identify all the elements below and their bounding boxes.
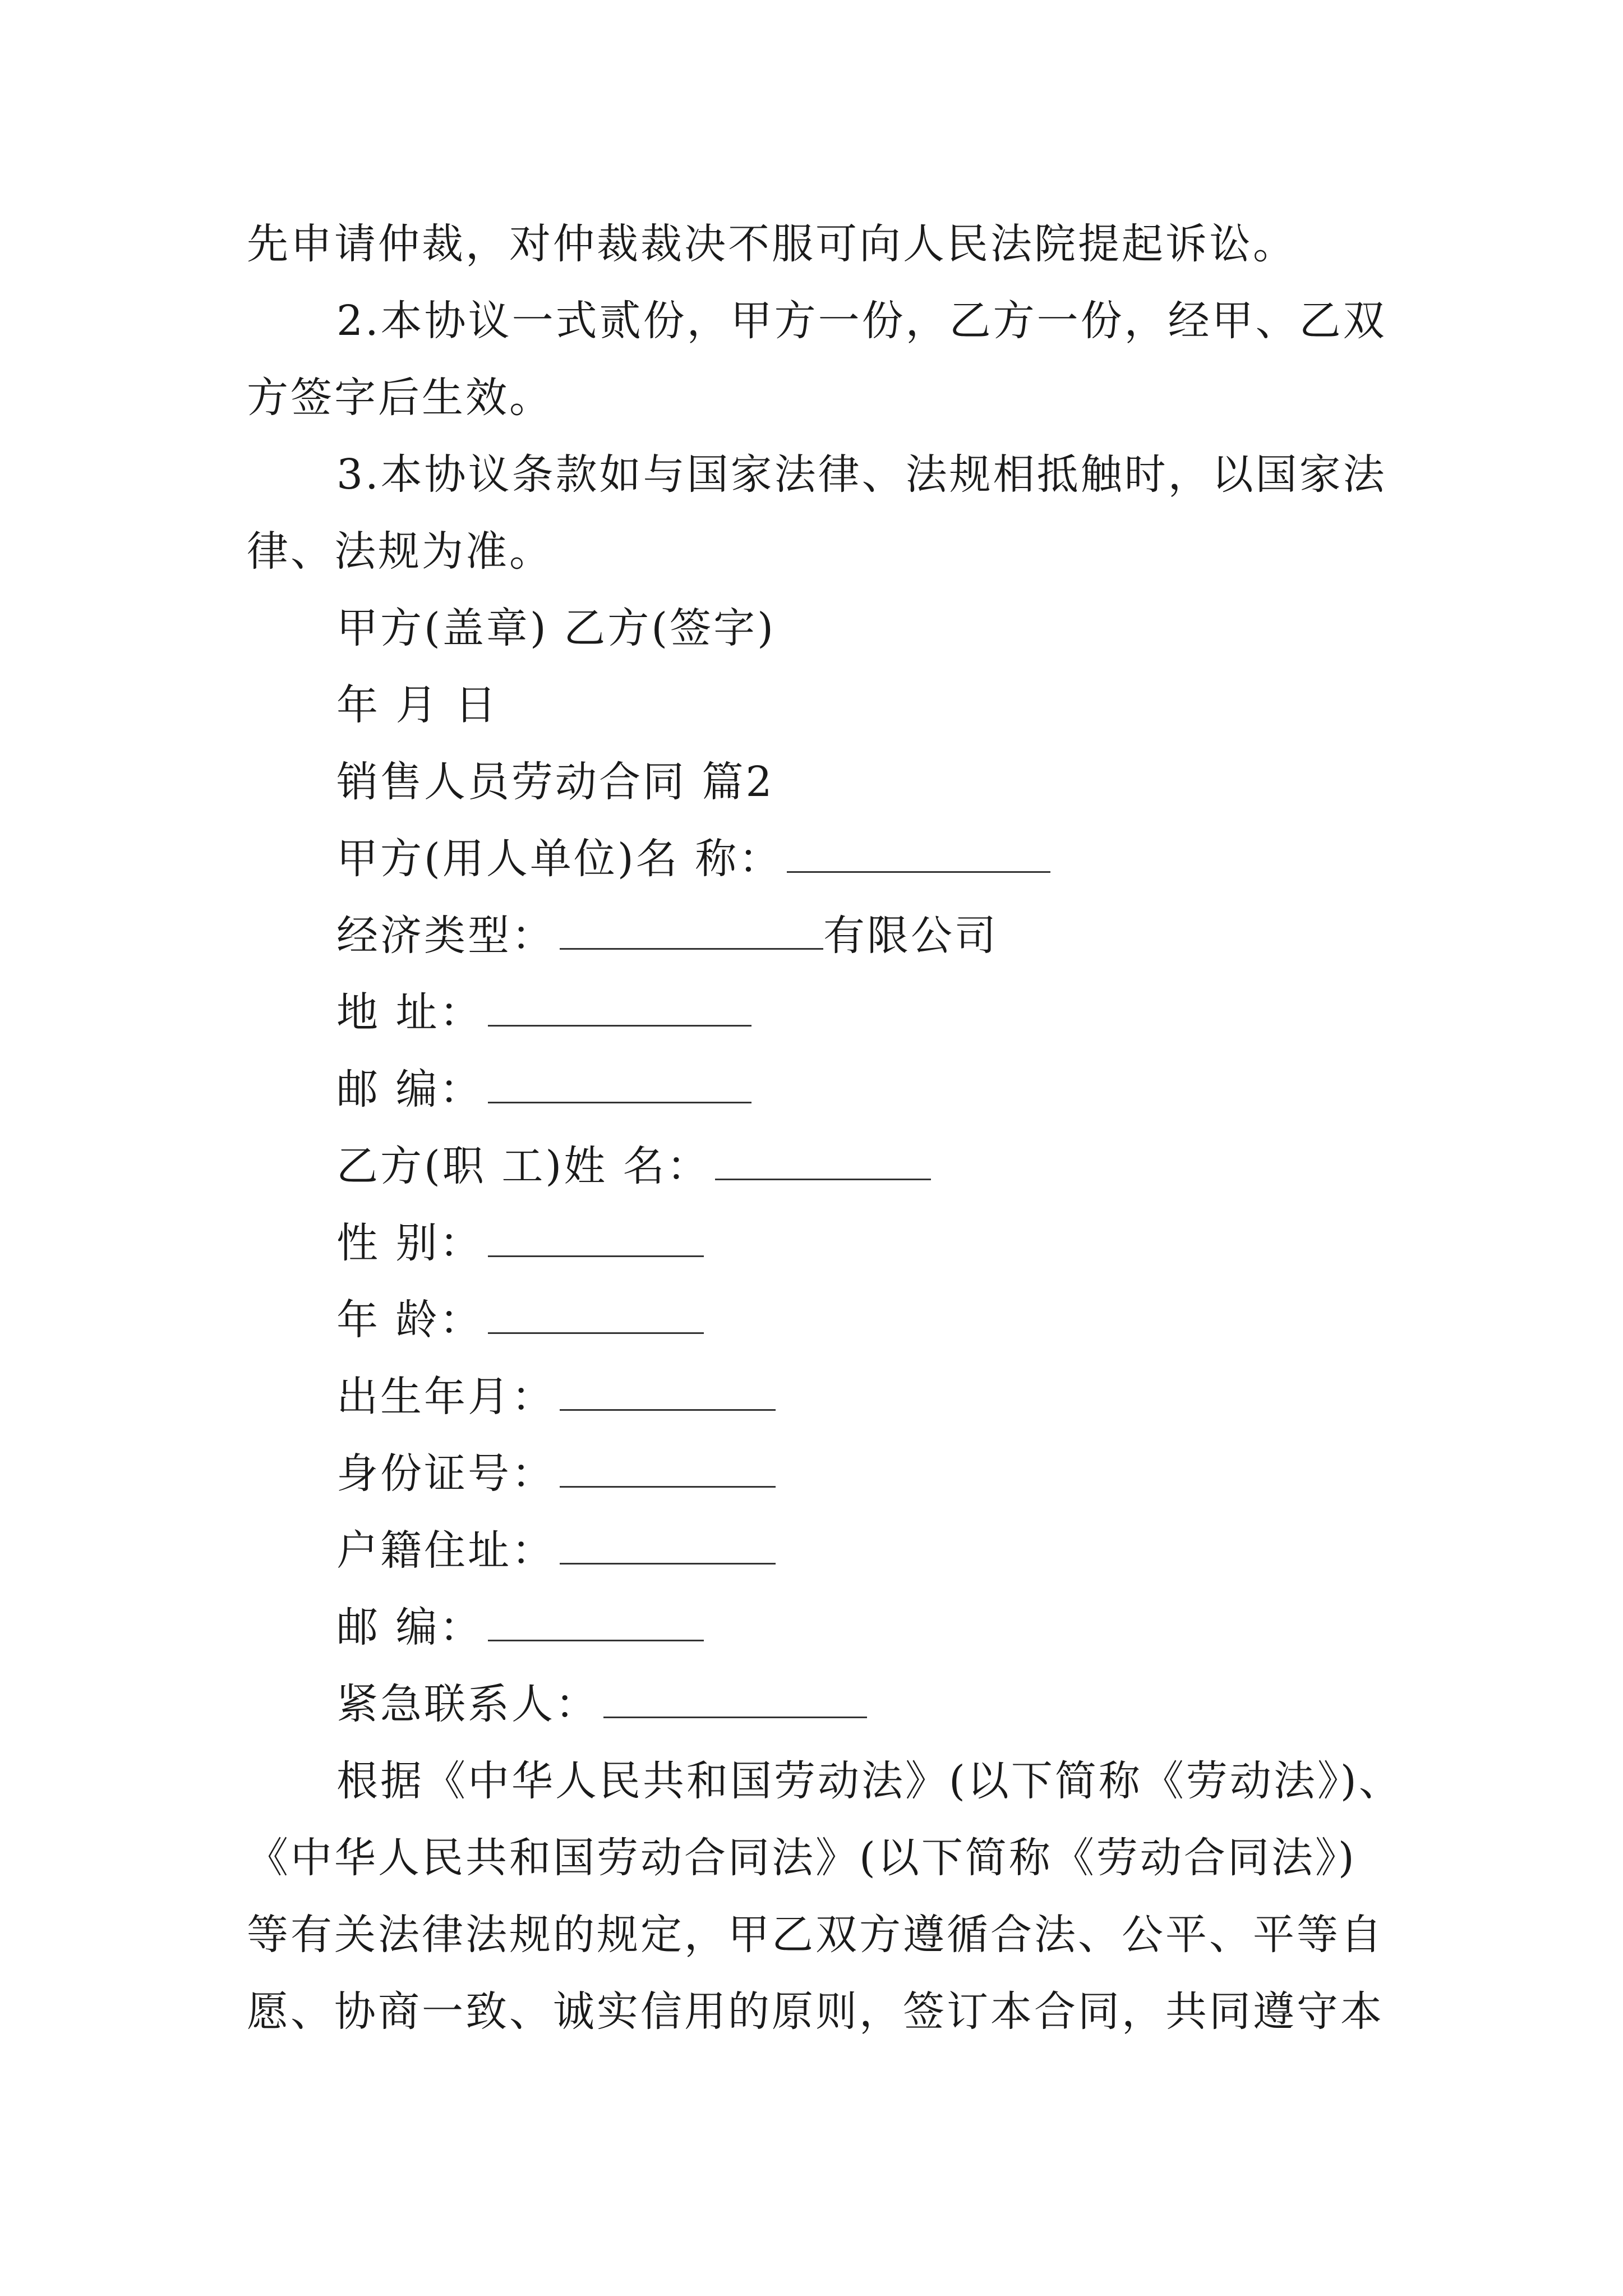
- field-age: [336, 1292, 704, 1348]
- paragraph-line: 方签字后生效。: [247, 374, 553, 422]
- field-label: 邮 编：: [336, 1065, 483, 1114]
- paragraph-line: 律、法规为准。: [247, 527, 553, 576]
- paragraph-line: 《中华人民共和国劳动合同法》(以下简称《劳动合同法》): [247, 1834, 1357, 1882]
- paragraph-line: 根据《中华人民共和国劳动法》(以下简称《劳动法》)、: [336, 1757, 1403, 1805]
- field-label: 地 址：: [336, 988, 483, 1037]
- paragraph-line: 愿、协商一致、诚实信用的原则，签订本合同，共同遵守本: [247, 1987, 1384, 2036]
- paragraph-line: 等有关法律法规的规定，甲乙双方遵循合法、公平、平等自: [247, 1911, 1384, 1959]
- section-title: 销售人员劳动合同 篇2: [336, 758, 774, 806]
- paragraph-line: 先申请仲裁，对仲裁裁决不服可向人民法院提起诉讼。: [247, 220, 1297, 268]
- field-suffix: 有限公司: [823, 912, 998, 960]
- field-label: 经济类型：: [336, 912, 555, 960]
- field-emergency-contact: [336, 1676, 867, 1732]
- fill-blank: [787, 838, 1050, 873]
- paragraph-line: 3.本协议条款如与国家法律、法规相抵触时，以国家法: [336, 450, 1387, 499]
- date-line: 年 月 日: [336, 681, 499, 729]
- fill-blank: [488, 1222, 704, 1257]
- field-postcode: [336, 1061, 751, 1117]
- field-birth: [336, 1369, 776, 1425]
- field-gender: [336, 1215, 704, 1271]
- field-economic-type: [336, 908, 998, 964]
- signature-line: 甲方(盖章) 乙方(签字): [336, 604, 776, 652]
- field-label: 乙方(职 工)姓 名：: [336, 1142, 711, 1190]
- fill-blank: [560, 1452, 776, 1488]
- field-label: 邮 编：: [336, 1603, 483, 1651]
- field-id-number: [336, 1446, 776, 1502]
- fill-blank: [488, 1299, 704, 1334]
- field-label: 出生年月：: [336, 1373, 555, 1421]
- fill-blank: [560, 1375, 776, 1411]
- fill-blank: [603, 1683, 867, 1718]
- field-label: 户籍住址：: [336, 1526, 555, 1575]
- field-employer-name: [336, 831, 1050, 887]
- fill-blank: [488, 1068, 751, 1103]
- fill-blank: [560, 914, 823, 950]
- field-label: 甲方(用人单位)名 称：: [336, 835, 783, 883]
- field-label: 性 别：: [336, 1219, 483, 1267]
- fill-blank: [560, 1529, 776, 1565]
- field-address: [336, 984, 751, 1041]
- field-label: 身份证号：: [336, 1450, 555, 1498]
- field-label: 紧急联系人：: [336, 1680, 599, 1728]
- fill-blank: [488, 1606, 704, 1641]
- paragraph-line: 2.本协议一式贰份，甲方一份，乙方一份，经甲、乙双: [336, 297, 1387, 345]
- field-label: 年 龄：: [336, 1296, 483, 1344]
- field-employee-name: [336, 1138, 931, 1194]
- field-postcode: [336, 1599, 704, 1655]
- field-household-address: [336, 1522, 776, 1579]
- fill-blank: [715, 1145, 931, 1180]
- fill-blank: [488, 991, 751, 1027]
